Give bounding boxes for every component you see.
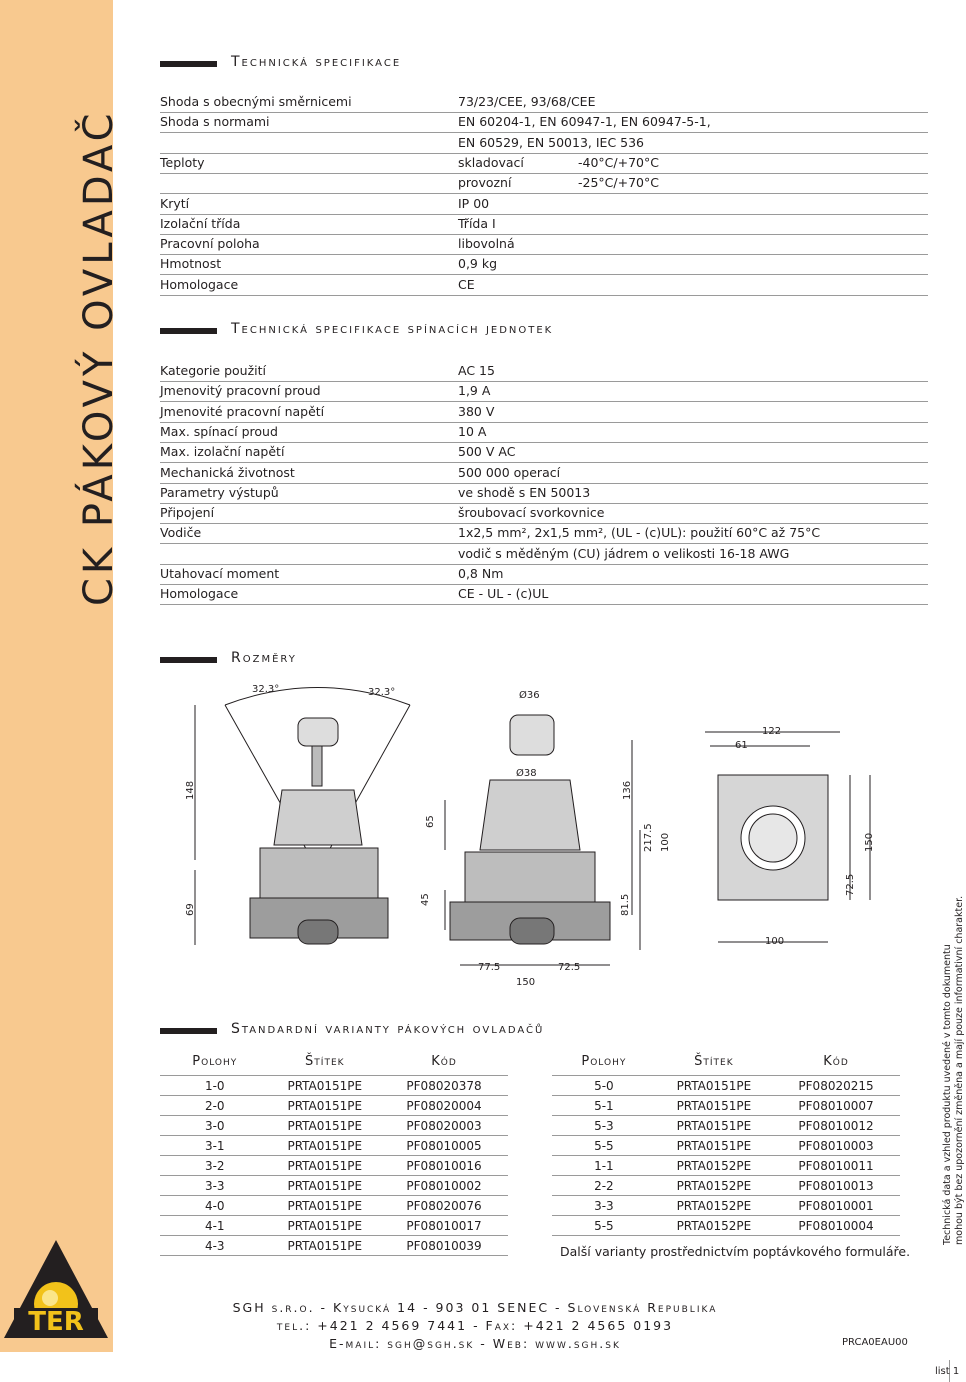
variant-kod: PF08010005 (380, 1136, 508, 1156)
variant-polohy: 5-0 (552, 1076, 656, 1096)
dim-d38: Ø38 (516, 768, 537, 779)
switch-spec-value: 10 A (458, 423, 487, 439)
variant-stitek: PRTA0152PE (656, 1176, 772, 1196)
variant-row (552, 1176, 900, 1196)
product-title-text: CK PÁKOVÝ OVLADAČ (76, 109, 122, 606)
variant-polohy: 2-0 (160, 1096, 270, 1116)
switch-spec-value: 1,9 A (458, 383, 491, 399)
document-code: PRCA0EAU00 (842, 1337, 908, 1348)
section-bar (160, 328, 217, 334)
variant-stitek: PRTA0151PE (270, 1136, 381, 1156)
variant-row (552, 1136, 900, 1156)
spec-label: Teploty (160, 154, 205, 170)
dim-d2175: 217.5 (643, 823, 654, 852)
footer-address: SGH s.r.o. - Kysucká 14 - 903 01 SENEC - Slovenská Republika (232, 1300, 718, 1315)
switch-spec-label: Parametry výstupů (160, 484, 279, 500)
variant-kod: PF08010013 (772, 1176, 900, 1196)
variant-kod: PF08010012 (772, 1116, 900, 1136)
dim-d150b: 150 (516, 977, 536, 988)
switch-spec-value: 380 V (458, 403, 495, 419)
switch-spec-label: Vodiče (160, 525, 202, 541)
switch-spec-label: Max. spínací proud (160, 423, 278, 439)
variant-kod: PF08010007 (772, 1096, 900, 1116)
spec-row (160, 92, 928, 112)
spec-value: 0,9 kg (458, 256, 498, 272)
spec-label: Krytí (160, 195, 190, 211)
variant-row (160, 1096, 508, 1116)
variant-row (160, 1196, 508, 1216)
spec-row (160, 153, 928, 173)
dim-d775: 77.5 (478, 962, 501, 973)
spec-row (160, 173, 928, 193)
variant-row (552, 1156, 900, 1176)
switch-spec-row (160, 402, 928, 422)
switch-spec-label: Max. izolační napětí (160, 444, 285, 460)
dim-d65: 65 (425, 815, 436, 828)
switch-spec-label: Homologace (160, 586, 239, 602)
disclaimer-line-2: mohou být bez upozornění změněna a mají pouze informativní charakter. (954, 895, 965, 1245)
variant-stitek: PRTA0151PE (270, 1216, 381, 1236)
product-title (32, 72, 122, 612)
spec-title: Technická specifikace (231, 54, 402, 70)
disclaimer (930, 895, 965, 1245)
variant-kod: PF08010003 (772, 1136, 900, 1156)
variant-row (160, 1156, 508, 1176)
dim-d815: 81.5 (620, 893, 631, 916)
variant-kod: PF08010002 (380, 1176, 508, 1196)
switch-spec-row (160, 381, 928, 401)
variant-kod: PF08010017 (380, 1216, 508, 1236)
variant-polohy: 3-2 (160, 1156, 270, 1176)
dim-d61: 61 (735, 740, 748, 751)
spec-label: Pracovní poloha (160, 236, 260, 252)
spec-row (160, 254, 928, 274)
switch-spec-row (160, 483, 928, 503)
switch-spec-label: Kategorie použití (160, 363, 266, 378)
disclaimer-line-1: Technická data a vzhled produktu uvedené v tomto dokumentu (942, 944, 953, 1245)
col-kod: Kód (772, 1047, 900, 1076)
variant-kod: PF08010011 (772, 1156, 900, 1176)
spec-row (160, 234, 928, 254)
variant-polohy: 3-1 (160, 1136, 270, 1156)
dim-angle-right: 32.3° (368, 687, 396, 698)
footer-contact[interactable]: E-mail: sgh@sgh.sk - Web: www.sgh.sk (329, 1336, 621, 1351)
variant-row (160, 1236, 508, 1256)
variant-kod: PF08020076 (380, 1196, 508, 1216)
dim-d100v: 100 (660, 832, 671, 852)
switch-spec-label: Utahovací moment (160, 566, 280, 581)
switch-spec-row (160, 544, 928, 564)
variant-stitek: PRTA0151PE (270, 1076, 381, 1096)
page-number: list 1 (935, 1366, 960, 1377)
variant-polohy: 5-3 (552, 1116, 656, 1136)
dim-d36: Ø36 (519, 690, 540, 701)
spec-value: Třída I (458, 215, 496, 231)
variant-stitek: PRTA0151PE (270, 1176, 381, 1196)
col-stitek: Štítek (656, 1047, 772, 1076)
variant-polohy: 4-3 (160, 1236, 270, 1256)
variant-stitek: PRTA0152PE (656, 1216, 772, 1236)
dim-d150v: 150 (864, 832, 875, 852)
variant-row (552, 1116, 900, 1136)
dim-d122: 122 (762, 726, 782, 737)
logo-text: TER (28, 1307, 84, 1337)
variant-row (160, 1216, 508, 1236)
switch-spec-value: vodič s měděným (CU) jádrem o velikosti 16-18 AWG (458, 545, 790, 561)
variant-kod: PF08010039 (380, 1236, 508, 1256)
switch-spec-value: ve shodě s EN 50013 (458, 484, 591, 500)
spec-row (160, 214, 928, 234)
switch-spec-value: AC 15 (458, 363, 495, 378)
dimensions-title: Rozměry (231, 650, 297, 666)
variant-polohy: 3-0 (160, 1116, 270, 1136)
spec-row (160, 194, 928, 214)
spec-row (160, 275, 928, 295)
variant-polohy: 2-2 (552, 1176, 656, 1196)
variants-note: Další varianty prostřednictvím poptávkového formuláře. (560, 1244, 911, 1259)
variant-polohy: 5-5 (552, 1216, 656, 1236)
variant-polohy: 5-1 (552, 1096, 656, 1116)
row-rule (160, 295, 928, 296)
variant-stitek: PRTA0151PE (270, 1116, 381, 1136)
switch-spec-label: Jmenovité pracovní napětí (160, 403, 325, 419)
switch-spec-row (160, 564, 928, 584)
variant-kod: PF08020378 (380, 1076, 508, 1096)
variant-polohy: 5-5 (552, 1136, 656, 1156)
switch-spec-row (160, 503, 928, 523)
spec-value-2: -25°C/+70°C (578, 175, 659, 191)
dim-d136: 136 (622, 780, 633, 800)
row-rule (160, 604, 928, 605)
spec-row (160, 133, 928, 153)
footer-phone: tel.: +421 2 4569 7441 - Fax: +421 2 4565 0193 (276, 1318, 674, 1333)
col-stitek: Štítek (270, 1047, 381, 1076)
switch-spec-value: 500 V AC (458, 444, 516, 460)
switch-spec-value: 500 000 operací (458, 464, 561, 480)
switch-spec-row (160, 442, 928, 462)
variant-kod: PF08010016 (380, 1156, 508, 1176)
spec-value-2: -40°C/+70°C (578, 154, 659, 170)
spec-label: Shoda s obecnými směrnicemi (160, 94, 352, 109)
section-bar (160, 657, 217, 663)
switch-spec-row (160, 422, 928, 442)
variant-stitek: PRTA0151PE (270, 1236, 381, 1256)
dimension-drawing (170, 680, 900, 990)
dim-d69: 69 (185, 903, 196, 916)
spec-label: Izolační třída (160, 215, 241, 231)
dim-d725v: 72.5 (845, 873, 856, 896)
variant-polohy: 4-0 (160, 1196, 270, 1216)
variant-polohy: 4-1 (160, 1216, 270, 1236)
variant-stitek: PRTA0151PE (656, 1116, 772, 1136)
switch-spec-value: šroubovací svorkovnice (458, 505, 605, 521)
spec-value: EN 60204-1, EN 60947-1, EN 60947-5-1, (458, 114, 711, 130)
switch-spec-row (160, 584, 928, 604)
switch-spec-label: Mechanická životnost (160, 464, 295, 480)
variant-stitek: PRTA0151PE (270, 1156, 381, 1176)
variant-row (160, 1136, 508, 1156)
variants-table-right (552, 1047, 900, 1236)
variants-title: Standardní varianty pákových ovladačů (231, 1021, 545, 1037)
variant-stitek: PRTA0151PE (656, 1136, 772, 1156)
switch-spec-label: Jmenovitý pracovní proud (160, 383, 321, 399)
variant-stitek: PRTA0151PE (270, 1096, 381, 1116)
switch-spec-row (160, 361, 928, 381)
variant-row (552, 1216, 900, 1236)
section-bar (160, 61, 217, 67)
spec-value: 73/23/CEE, 93/68/CEE (458, 94, 596, 109)
variant-polohy: 1-1 (552, 1156, 656, 1176)
variant-row (552, 1096, 900, 1116)
variant-stitek: PRTA0151PE (656, 1096, 772, 1116)
spec-value: libovolná (458, 236, 515, 252)
spec-value: provozní (458, 175, 512, 191)
variant-polohy: 3-3 (160, 1176, 270, 1196)
switch-spec-value: 1x2,5 mm², 2x1,5 mm², (UL - (c)UL): použití 60°C až 75°C (458, 525, 821, 541)
variant-kod: PF08020003 (380, 1116, 508, 1136)
switch-spec-row (160, 463, 928, 483)
spec-value: CE (458, 276, 475, 292)
ter-logo (0, 1238, 113, 1348)
variant-kod: PF08020004 (380, 1096, 508, 1116)
switch-spec-value: 0,8 Nm (458, 566, 504, 581)
variant-row (160, 1116, 508, 1136)
variant-stitek: PRTA0152PE (656, 1196, 772, 1216)
col-polohy: Polohy (160, 1047, 270, 1076)
spec-row (160, 112, 928, 132)
section-bar (160, 1028, 217, 1034)
variant-polohy: 1-0 (160, 1076, 270, 1096)
variant-polohy: 3-3 (552, 1196, 656, 1216)
variant-kod: PF08010001 (772, 1196, 900, 1216)
variants-table-left (160, 1047, 508, 1256)
dim-angle-left: 32.3° (252, 684, 280, 695)
switch-spec-title: Technická specifikace spínacích jednotek (231, 321, 554, 337)
variant-stitek: PRTA0151PE (656, 1076, 772, 1096)
switch-spec-value: CE - UL - (c)UL (458, 586, 549, 602)
variant-kod: PF08020215 (772, 1076, 900, 1096)
variant-row (160, 1176, 508, 1196)
spec-value: IP 00 (458, 195, 490, 211)
dim-d45: 45 (420, 893, 431, 906)
variant-row (552, 1076, 900, 1096)
dim-d148: 148 (185, 780, 196, 800)
switch-spec-row (160, 523, 928, 543)
variant-kod: PF08010004 (772, 1216, 900, 1236)
dim-d100h: 100 (765, 936, 785, 947)
variant-row (552, 1196, 900, 1216)
spec-label: Hmotnost (160, 256, 222, 272)
variant-stitek: PRTA0151PE (270, 1196, 381, 1216)
variant-row (160, 1076, 508, 1096)
col-polohy: Polohy (552, 1047, 656, 1076)
spec-label: Shoda s normami (160, 114, 270, 130)
spec-value: EN 60529, EN 50013, IEC 536 (458, 134, 645, 150)
col-kod: Kód (380, 1047, 508, 1076)
variant-stitek: PRTA0152PE (656, 1156, 772, 1176)
switch-spec-label: Připojení (160, 505, 215, 521)
dim-d725: 72.5 (558, 962, 581, 973)
spec-value: skladovací (458, 154, 524, 170)
spec-label: Homologace (160, 276, 239, 292)
